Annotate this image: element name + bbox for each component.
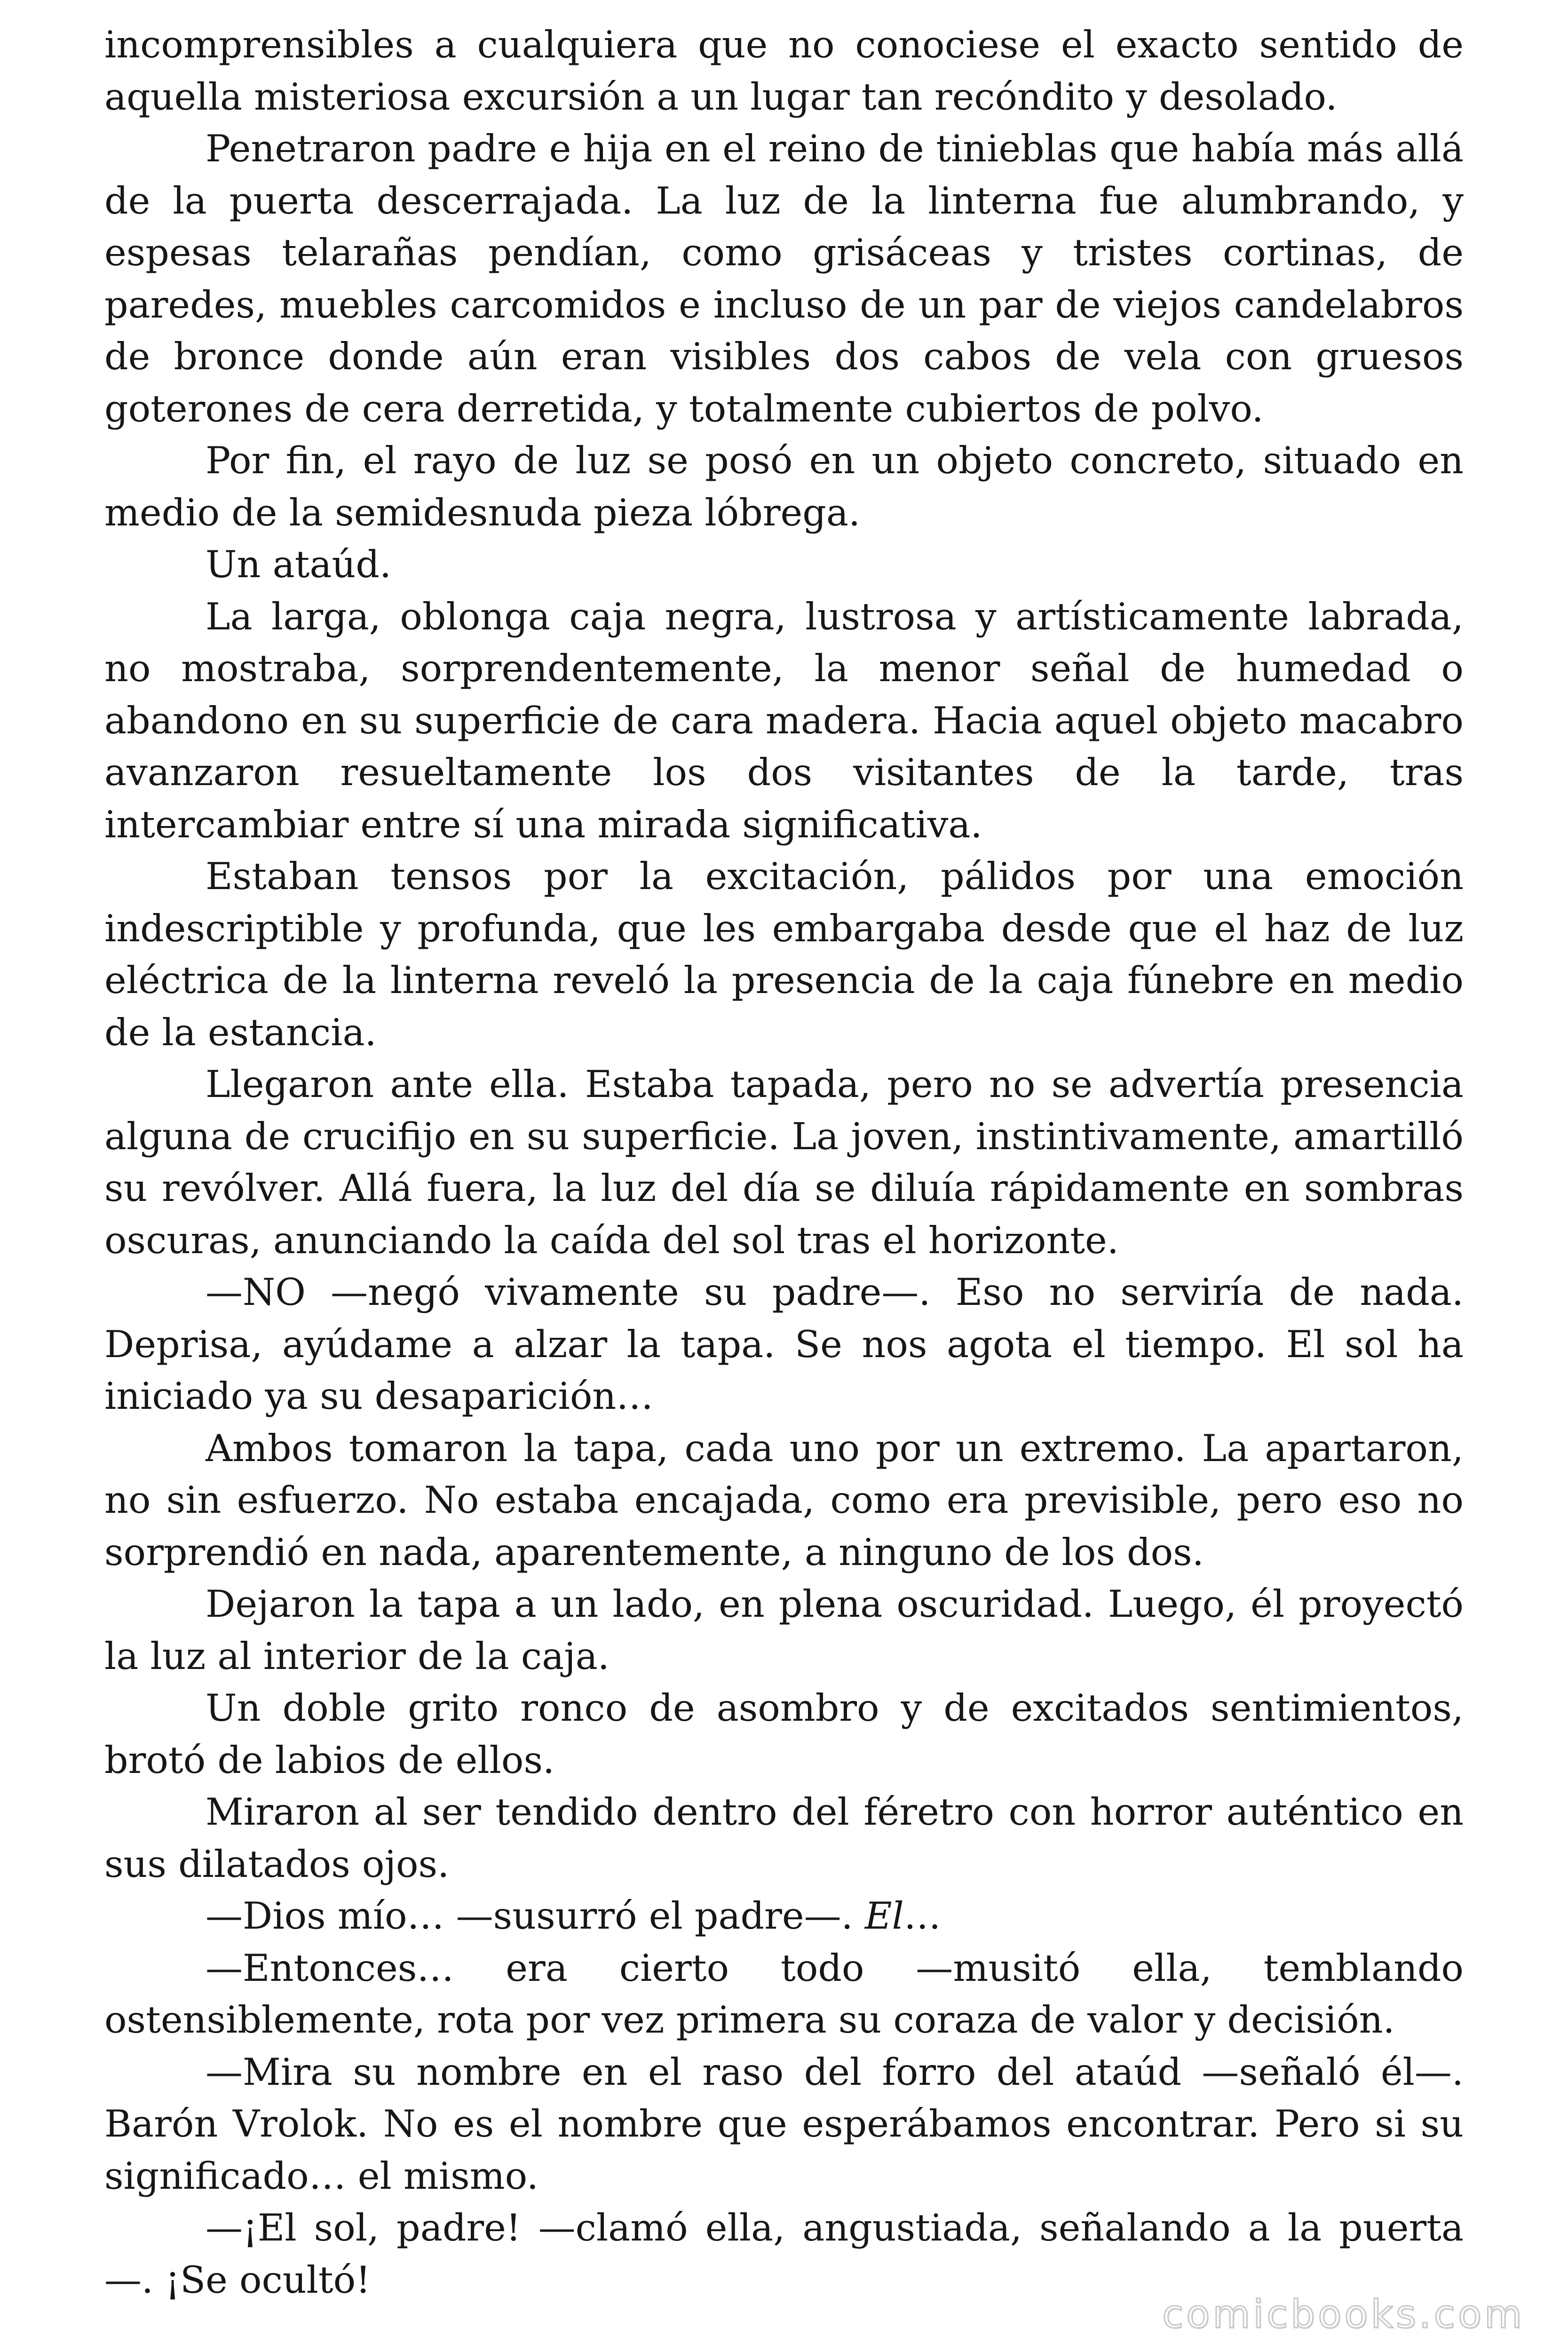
paragraph-10: Dejaron la tapa a un lado, en plena oscuridad. Luego, él proyectó la luz al interior de la caja. [104, 1582, 1464, 1678]
paragraph-9: Ambos tomaron la tapa, cada uno por un extremo. La apartaron, no sin esfuerzo. No estaba encajada, como era previsible, pero eso no sorprendió en nada, aparentemente, a ninguno de los dos. [104, 1426, 1464, 1574]
paragraph-12: Miraron al ser tendido dentro del féretro con horror auténtico en sus dilatados ojos. [104, 1790, 1464, 1886]
paragraph-13-text: —Dios mío… —susurró el padre—. [206, 1894, 865, 1938]
paragraph-4: Un ataúd. [206, 543, 392, 586]
paragraph-13-tail: … [903, 1894, 941, 1938]
page-text [104, 19, 1464, 2306]
paragraph-16: —¡El sol, padre! —clamó ella, angustiada, señalando a la puerta —. ¡Se ocultó! [104, 2206, 1464, 2302]
paragraph-5: La larga, oblonga caja negra, lustrosa y artísticamente labrada, no mostraba, sorprendentemente, la menor señal de humedad o abandono en su superficie de cara madera. Hacia aquel objeto macabro avanzaron resueltamente los dos visitantes de la tarde, tras intercambiar entre sí una mirada significativa. [104, 595, 1464, 846]
paragraph-13-italic: El [864, 1894, 904, 1938]
paragraph-7: Llegaron ante ella. Estaba tapada, pero no se advertía presencia alguna de crucifijo en su superficie. La joven, instintivamente, amartilló su revólver. Allá fuera, la luz del día se diluía rápidamente en sombras oscuras, anunciando la caída del sol tras el horizonte. [104, 1063, 1464, 1262]
paragraph-15: —Mira su nombre en el raso del forro del ataúd —señaló él—. Barón Vrolok. No es el nombre que esperábamos encontrar. Pero si su significado… el mismo. [104, 2050, 1464, 2198]
paragraph-11: Un doble grito ronco de asombro y de excitados sentimientos, brotó de labios de ellos. [104, 1686, 1464, 1782]
paragraph-1: incomprensibles a cualquiera que no conociese el exacto sentido de aquella misteriosa excursión a un lugar tan recóndito y desolado. [104, 23, 1464, 119]
paragraph-13 [104, 1890, 1464, 1942]
paragraph-6: Estaban tensos por la excitación, pálidos por una emoción indescriptible y profunda, que les embargaba desde que el haz de luz eléctrica de la linterna reveló la presencia de la caja fúnebre en medio de la estancia. [104, 855, 1464, 1054]
paragraph-8: —NO —negó vivamente su padre—. Eso no serviría de nada. Deprisa, ayúdame a alzar la tapa. Se nos agota el tiempo. El sol ha iniciado ya su desaparición… [104, 1271, 1464, 1418]
watermark: comicbooks.com [1162, 2292, 1525, 2337]
paragraph-14: —Entonces… era cierto todo —musitó ella, temblando ostensiblemente, rota por vez primera su coraza de valor y decisión. [104, 1946, 1464, 2042]
paragraph-2: Penetraron padre e hija en el reino de tinieblas que había más allá de la puerta descerrajada. La luz de la linterna fue alumbrando, y espesas telarañas pendían, como grisáceas y tristes cortinas, de paredes, muebles carcomidos e incluso de un par de viejos candelabros de bronce donde aún eran visibles dos cabos de vela con gruesos goterones de cera derretida, y totalmente cubiertos de polvo. [104, 127, 1464, 430]
paragraph-3: Por fin, el rayo de luz se posó en un objeto concreto, situado en medio de la semidesnuda pieza lóbrega. [104, 439, 1464, 534]
